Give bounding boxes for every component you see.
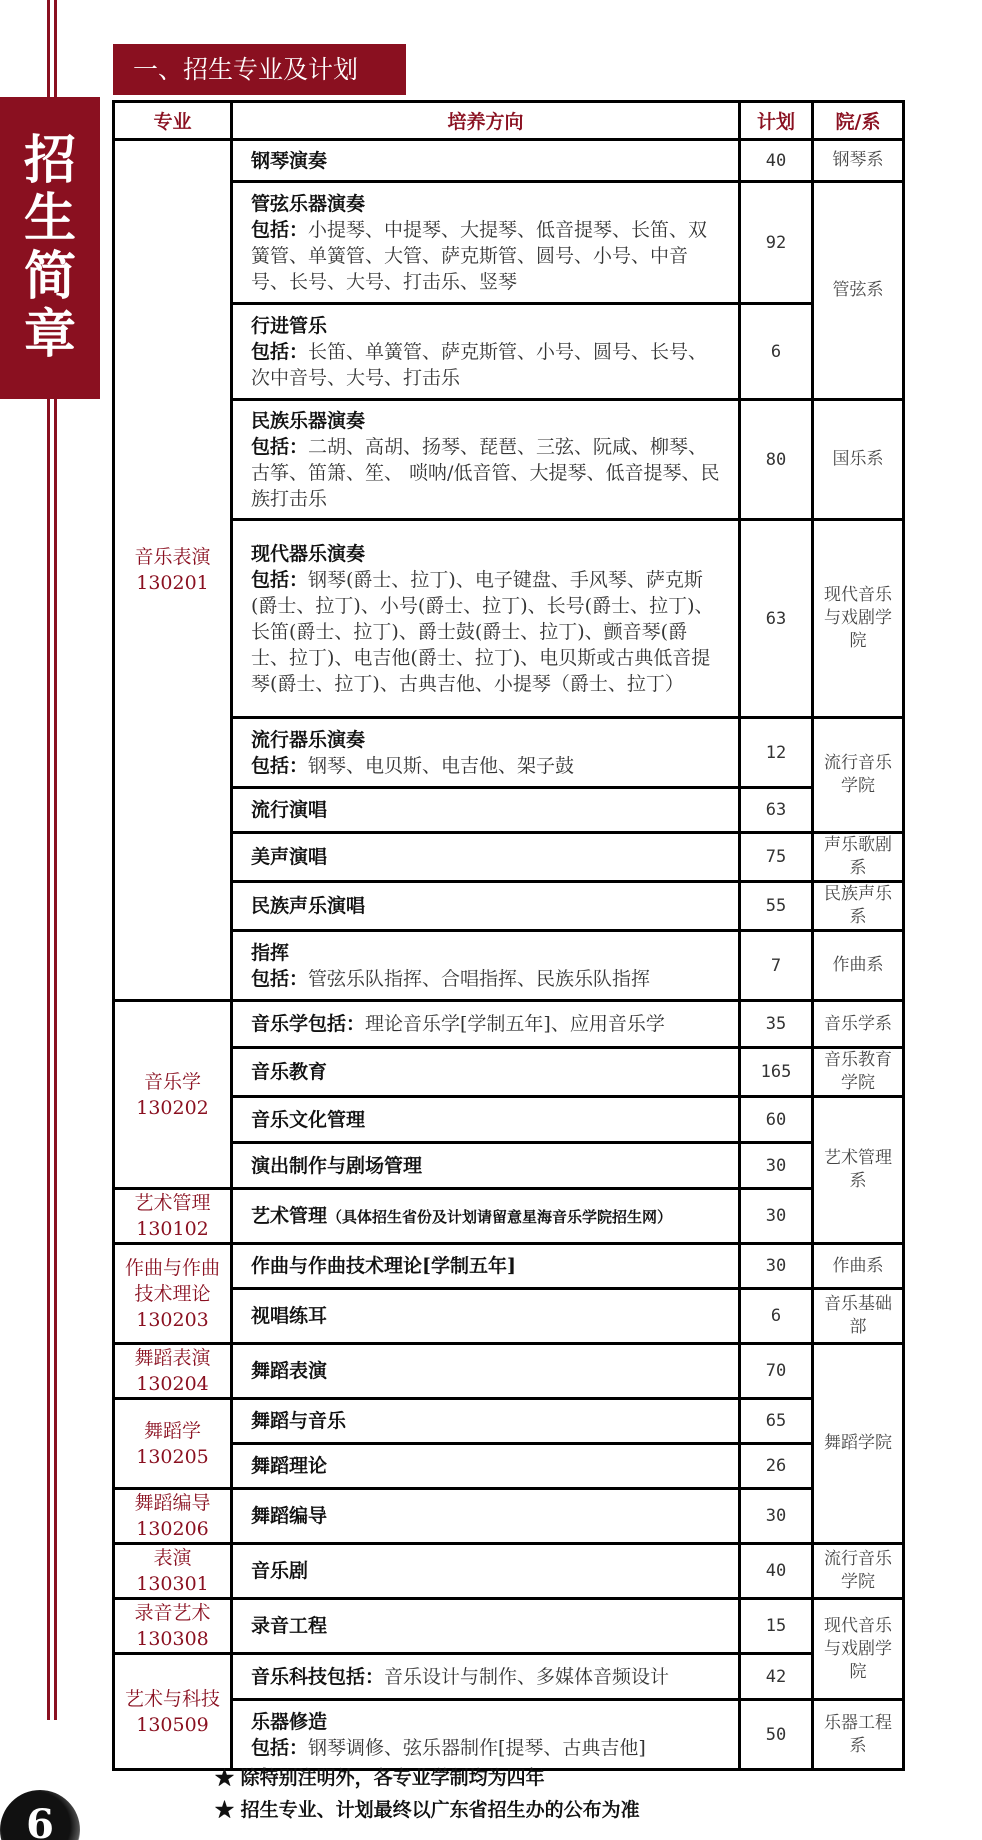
direction-title: 乐器修造 (251, 1710, 328, 1733)
includes-label: 包括： (251, 754, 309, 777)
direction-cell (232, 718, 740, 788)
direction-title: 行进管乐 (251, 314, 328, 337)
plan-count: 12 (740, 718, 813, 788)
dept-name: 钢琴系 (813, 140, 904, 182)
plan-count: 55 (740, 882, 813, 931)
direction-cell (232, 304, 740, 400)
major-cell (114, 140, 232, 1001)
plan-count: 165 (740, 1048, 813, 1097)
includes-text: 理论音乐学[学制五年]、应用音乐学 (365, 1013, 665, 1035)
header-dept: 院/系 (813, 102, 904, 140)
major-cell (114, 1599, 232, 1654)
plan-count: 63 (740, 788, 813, 833)
direction-title: 管弦乐器演奏 (251, 192, 366, 215)
major-cell (114, 1654, 232, 1770)
direction-cell (232, 788, 740, 833)
direction-title: 民族声乐演唱 (251, 895, 366, 917)
table-row (114, 1700, 904, 1770)
table-row (114, 1189, 904, 1244)
major-name: 舞蹈编导 (134, 1492, 211, 1514)
dept-name: 管弦系 (813, 182, 904, 400)
includes-text: 钢琴(爵士、拉丁)、电子键盘、手风琴、萨克斯(爵士、拉丁)、小号(爵士、拉丁)、长号(爵士、拉丁)、长笛(爵士、拉丁)、爵士鼓(爵士、拉丁)、颤音琴(爵士、拉丁)、电吉他(爵士、拉丁)、电贝斯或古典低音提琴(爵士、拉丁)、古典吉他、小提琴（爵士、拉丁） (251, 568, 714, 695)
direction-title: 视唱练耳 (251, 1305, 328, 1327)
major-code: 130202 (136, 1096, 209, 1119)
direction-title: 流行器乐演奏 (251, 728, 366, 751)
dept-name: 流行音乐学院 (813, 718, 904, 833)
direction-title: 录音工程 (251, 1615, 328, 1637)
includes-label: 包括： (251, 1736, 309, 1759)
plan-count: 75 (740, 833, 813, 882)
dept-name: 现代音乐与戏剧学院 (813, 520, 904, 718)
dept-name: 国乐系 (813, 400, 904, 520)
plan-count: 6 (740, 1289, 813, 1344)
major-code: 130203 (136, 1308, 209, 1331)
plan-count: 35 (740, 1001, 813, 1048)
dept-name: 舞蹈学院 (813, 1344, 904, 1544)
plan-count: 40 (740, 140, 813, 182)
major-name: 表演 (153, 1547, 192, 1569)
major-name: 舞蹈学 (143, 1419, 201, 1442)
page-number-badge: 6 (0, 1790, 80, 1840)
direction-title: 音乐教育 (251, 1061, 328, 1083)
direction-cell (232, 1143, 740, 1189)
dept-name: 作曲系 (813, 1244, 904, 1289)
table-row (114, 140, 904, 182)
direction-cell (232, 1700, 740, 1770)
table-row (114, 1289, 904, 1344)
footnote: ★ 招生专业、计划最终以广东省招生办的公布为准 (215, 1799, 640, 1821)
plan-count: 70 (740, 1344, 813, 1399)
footnotes (215, 1762, 640, 1826)
table-row (114, 931, 904, 1001)
table-row (114, 882, 904, 931)
major-cell (114, 1489, 232, 1544)
header-direction: 培养方向 (232, 102, 740, 140)
plan-count: 6 (740, 304, 813, 400)
includes-text: 管弦乐队指挥、合唱指挥、民族乐队指挥 (308, 967, 651, 990)
direction-title: 音乐剧 (251, 1560, 309, 1582)
dept-name: 现代音乐与戏剧学院 (813, 1599, 904, 1700)
major-code: 130206 (136, 1518, 209, 1540)
dept-name: 声乐歌剧系 (813, 833, 904, 882)
plan-count: 30 (740, 1143, 813, 1189)
table-row (114, 1654, 904, 1700)
dept-name: 作曲系 (813, 931, 904, 1001)
plan-count: 42 (740, 1654, 813, 1700)
table-row (114, 833, 904, 882)
direction-cell (232, 1048, 740, 1097)
direction-cell (232, 1001, 740, 1048)
dept-name: 音乐教育学院 (813, 1048, 904, 1097)
major-code: 130201 (136, 572, 209, 594)
includes-label: 包括： (251, 218, 309, 241)
plan-count: 15 (740, 1599, 813, 1654)
includes-label: 包括： (251, 435, 309, 458)
major-code: 130204 (136, 1373, 209, 1395)
direction-cell (232, 833, 740, 882)
side-tab-char: 章 (23, 305, 76, 365)
direction-title: 音乐科技包括： (251, 1665, 385, 1688)
plan-count: 65 (740, 1399, 813, 1444)
table-row (114, 788, 904, 833)
major-cell (114, 1344, 232, 1399)
includes-text: 小提琴、中提琴、大提琴、低音提琴、长笛、双簧管、单簧管、大管、萨克斯管、圆号、小号、中音号、长号、大号、打击乐、竖琴 (251, 218, 708, 293)
table-row (114, 1097, 904, 1143)
plan-count: 80 (740, 400, 813, 520)
direction-cell (232, 1097, 740, 1143)
major-cell (114, 1399, 232, 1489)
direction-cell (232, 1654, 740, 1700)
major-cell (114, 1001, 232, 1189)
direction-title: 音乐学包括： (251, 1013, 366, 1035)
major-name: 舞蹈表演 (134, 1347, 211, 1369)
dept-name: 音乐基础部 (813, 1289, 904, 1344)
dept-name: 音乐学系 (813, 1001, 904, 1048)
major-name: 艺术管理 (134, 1192, 211, 1214)
plan-count: 26 (740, 1444, 813, 1489)
direction-cell (232, 1489, 740, 1544)
direction-title: 舞蹈编导 (251, 1505, 328, 1527)
direction-title: 演出制作与剧场管理 (251, 1154, 423, 1177)
direction-title: 音乐文化管理 (251, 1108, 366, 1131)
direction-cell (232, 1289, 740, 1344)
plan-count: 30 (740, 1189, 813, 1244)
table-row (114, 1048, 904, 1097)
brochure-side-tab (0, 97, 100, 399)
plan-count: 50 (740, 1700, 813, 1770)
footnote: ★ 除特别注明外，各专业学制均为四年 (215, 1767, 545, 1789)
table-row (114, 1544, 904, 1599)
includes-text: 钢琴调修、弦乐器制作[提琴、古典吉他] (308, 1736, 646, 1759)
plan-count: 92 (740, 182, 813, 304)
major-code: 130102 (136, 1218, 209, 1240)
direction-title: 艺术管理 (251, 1204, 328, 1227)
direction-cell (232, 1189, 740, 1244)
direction-cell (232, 1444, 740, 1489)
table-row (114, 304, 904, 400)
direction-title: 流行演唱 (251, 799, 328, 821)
direction-cell (232, 882, 740, 931)
side-tab-char: 简 (23, 247, 76, 307)
table-header-row (114, 102, 904, 140)
table-row (114, 520, 904, 718)
direction-title: 作曲与作曲技术理论[学制五年] (251, 1255, 516, 1277)
table-row (114, 1344, 904, 1399)
major-name: 音乐表演 (134, 546, 211, 568)
plan-count: 60 (740, 1097, 813, 1143)
direction-cell (232, 520, 740, 718)
major-cell (114, 1544, 232, 1599)
major-name: 作曲与作曲技术理论 (124, 1256, 220, 1305)
plan-count: 63 (740, 520, 813, 718)
table-row (114, 182, 904, 304)
table-row (114, 1143, 904, 1189)
direction-cell (232, 1399, 740, 1444)
includes-text: 音乐设计与制作、多媒体音频设计 (384, 1665, 670, 1688)
table-row (114, 1444, 904, 1489)
table-row (114, 1399, 904, 1444)
plan-count: 40 (740, 1544, 813, 1599)
table-row (114, 1599, 904, 1654)
major-cell (114, 1244, 232, 1344)
table-row (114, 1001, 904, 1048)
direction-cell (232, 1599, 740, 1654)
direction-title: 现代器乐演奏 (251, 542, 366, 565)
direction-cell (232, 182, 740, 304)
direction-title: 舞蹈与音乐 (251, 1410, 347, 1432)
table-row (114, 400, 904, 520)
table-row (114, 1489, 904, 1544)
dept-name: 流行音乐学院 (813, 1544, 904, 1599)
header-plan: 计划 (740, 102, 813, 140)
major-code: 130509 (136, 1713, 209, 1736)
direction-title: 美声演唱 (251, 846, 328, 868)
direction-title: 民族乐器演奏 (251, 409, 366, 432)
table-row (114, 718, 904, 788)
direction-cell (232, 1244, 740, 1289)
direction-title: 舞蹈理论 (251, 1455, 328, 1477)
direction-title: 指挥 (251, 941, 290, 964)
direction-note: （具体招生省份及计划请留意星海音乐学院招生网） (327, 1207, 673, 1226)
direction-cell (232, 400, 740, 520)
plan-count: 7 (740, 931, 813, 1001)
direction-cell (232, 140, 740, 182)
includes-label: 包括： (251, 967, 309, 990)
dept-name: 乐器工程系 (813, 1700, 904, 1770)
direction-title: 钢琴演奏 (251, 149, 328, 172)
side-tab-char: 生 (23, 189, 76, 249)
dept-name: 艺术管理系 (813, 1097, 904, 1244)
major-name: 艺术与科技 (124, 1687, 220, 1710)
major-name: 音乐学 (143, 1070, 201, 1093)
section-title: 一、招生专业及计划 (113, 44, 406, 95)
plan-count: 30 (740, 1489, 813, 1544)
dept-name: 民族声乐系 (813, 882, 904, 931)
includes-label: 包括： (251, 340, 309, 363)
major-cell (114, 1189, 232, 1244)
includes-text: 二胡、高胡、扬琴、琵琶、三弦、阮咸、柳琴、古筝、笛箫、笙、 唢呐/低音管、大提琴、低音提琴、民族打击乐 (251, 435, 720, 510)
direction-cell (232, 1344, 740, 1399)
major-code: 130205 (136, 1445, 209, 1468)
direction-cell (232, 1544, 740, 1599)
includes-text: 长笛、单簧管、萨克斯管、小号、圆号、长号、次中音号、大号、打击乐 (251, 340, 708, 389)
includes-text: 钢琴、电贝斯、电吉他、架子鼓 (308, 754, 575, 777)
major-name: 录音艺术 (134, 1602, 211, 1624)
plan-count: 30 (740, 1244, 813, 1289)
header-major: 专业 (114, 102, 232, 140)
direction-title: 舞蹈表演 (251, 1360, 328, 1382)
table-row (114, 1244, 904, 1289)
enrollment-plan-table (112, 100, 905, 1771)
side-tab-char: 招 (23, 131, 76, 191)
major-code: 130308 (136, 1628, 209, 1650)
includes-label: 包括： (251, 568, 309, 591)
major-code: 130301 (136, 1573, 209, 1595)
direction-cell (232, 931, 740, 1001)
